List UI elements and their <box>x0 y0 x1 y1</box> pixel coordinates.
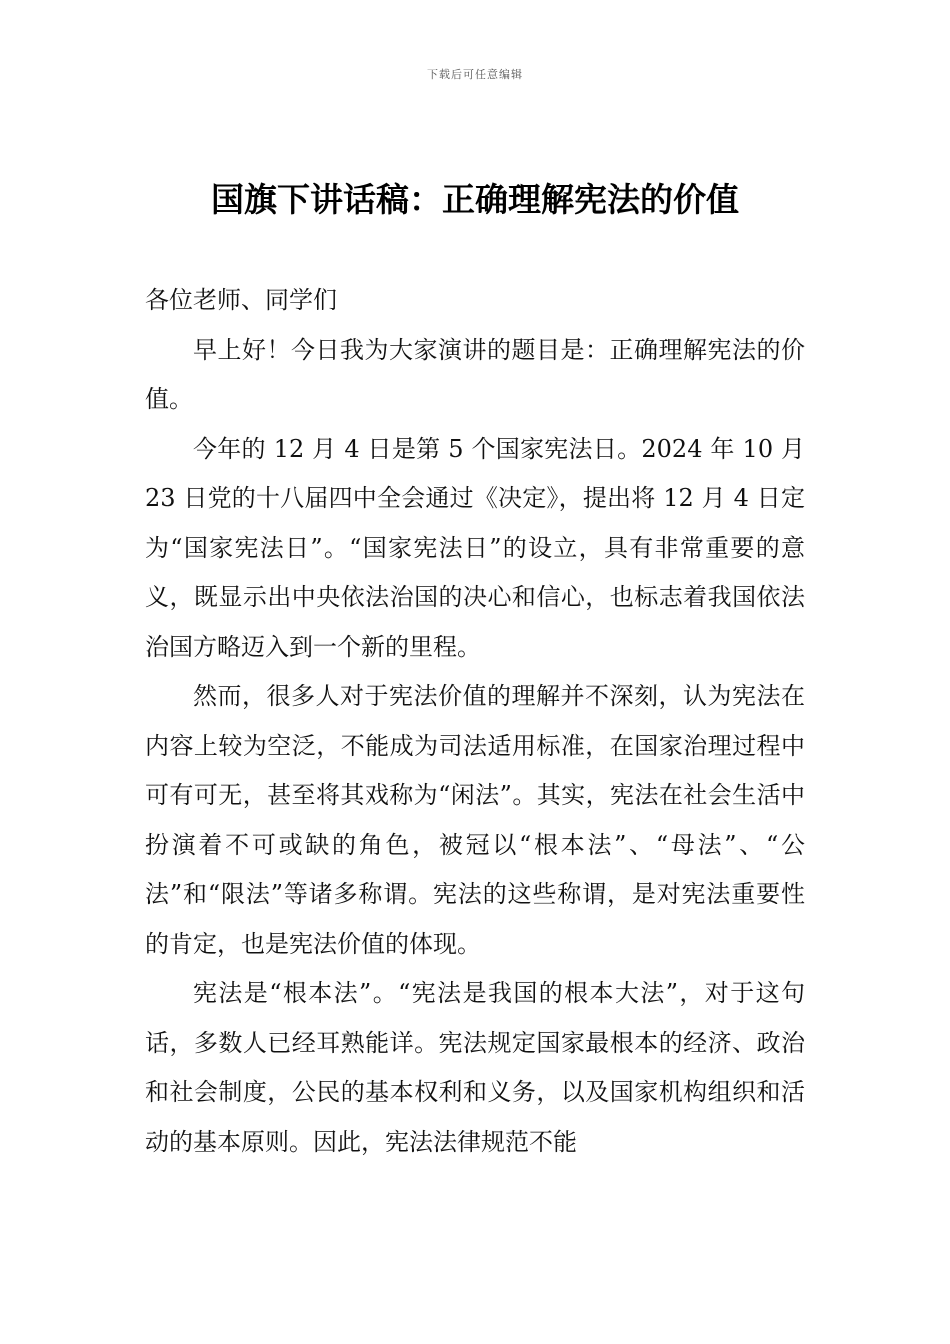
paragraph-constitution-value: 然而，很多人对于宪法价值的理解并不深刻，认为宪法在内容上较为空泛，不能成为司法适用标准，在国家治理过程中可有可无，甚至将其戏称为“闲法”。其实，宪法在社会生活中扮演着不可或缺的角色，被冠以“根本法”、“母法”、“公法”和“限法”等诸多称谓。宪法的这些称谓，是对宪法重要性的肯定，也是宪法价值的体现。 <box>145 682 805 958</box>
page-title: 国旗下讲话稿：正确理解宪法的价值 <box>211 180 739 219</box>
paragraph-fundamental-law: 宪法是“根本法”。“宪法是我国的根本大法”，对于这句话，多数人已经耳熟能详。宪法规定国家最根本的经济、政治和社会制度，公民的基本权利和义务，以及国家机构组织和活动的基本原则。因此，宪法法律规范不能 <box>145 979 805 1156</box>
paragraph-constitution-day: 今年的 12 月 4 日是第 5 个国家宪法日。2024 年 10 月 23 日党的十八届四中全会通过《决定》，提出将 12 月 4 日定为“国家宪法日”。“国家宪法日”的设立，具有非常重要的意义，既显示出中央依法治国的决心和信心，也标志着我国依法治国方略迈入到一个新的里程。 <box>145 434 805 661</box>
header-note: 下载后可任意编辑 <box>427 68 523 81</box>
document-body <box>145 276 805 1167</box>
salutation: 各位老师、同学们 <box>145 286 337 314</box>
paragraph-greeting: 早上好！今日我为大家演讲的题目是：正确理解宪法的价值。 <box>145 335 805 413</box>
